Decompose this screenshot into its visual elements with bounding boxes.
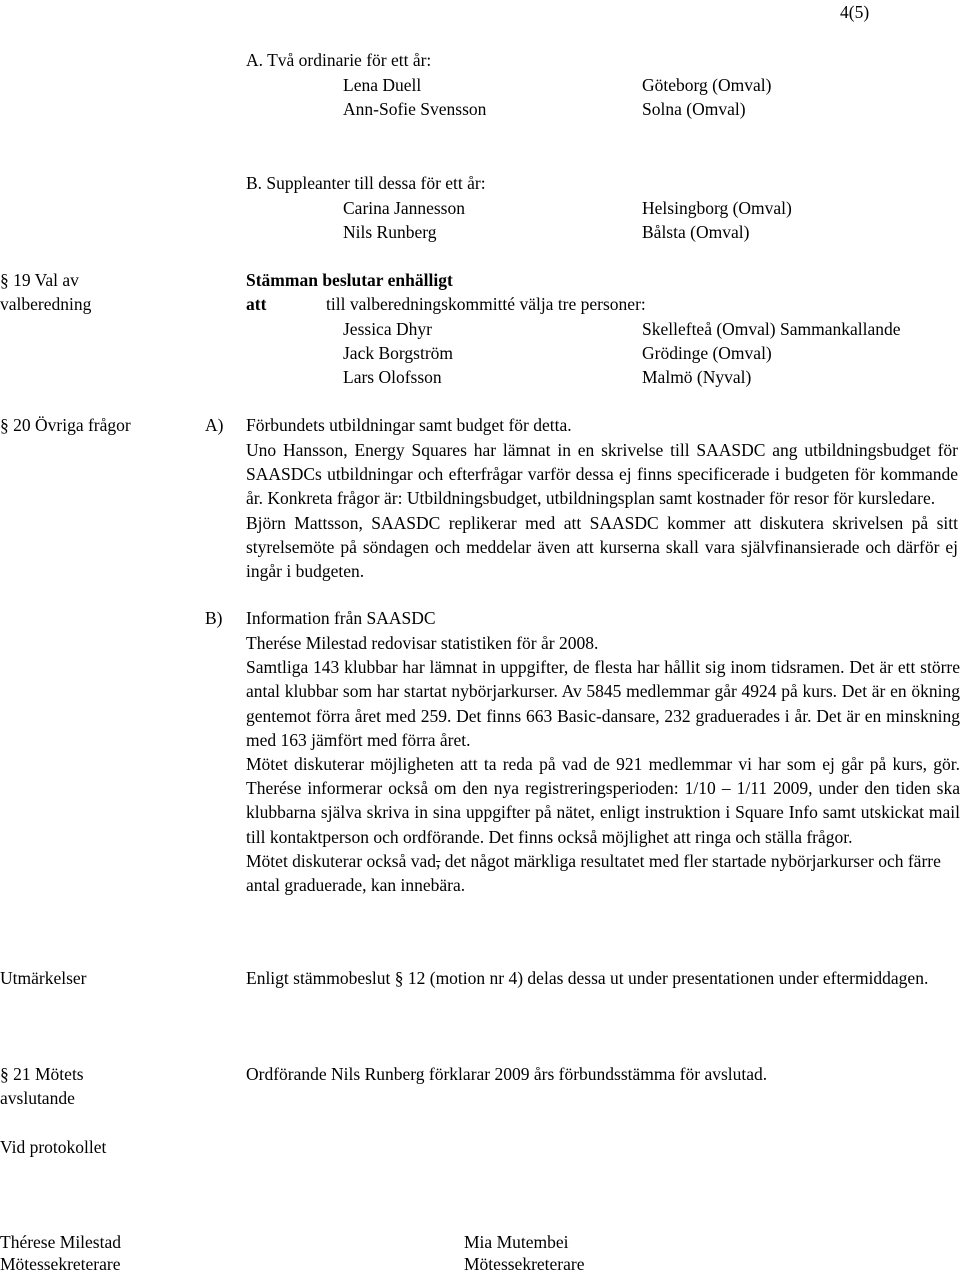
- valberedning-member-place: Skellefteå (Omval) Sammankallande: [642, 319, 901, 339]
- valberedning-member-name: Jessica Dhyr: [343, 319, 432, 339]
- signature-name: Mia Mutembei: [464, 1232, 569, 1252]
- signature-role: Mötessekreterare: [464, 1254, 585, 1274]
- item-b-paragraph: Samtliga 143 klubbar har lämnat in uppgifter, de flesta har hållit sig inom tidsramen. Det är ett större antal klubbar som har startat nybörjarkurser. Av 5845 medlemmar går 4924 på kurs. Det är en ökning gentemot förra året med 259. Det finns 663 Basic-dansare, 232 graduerades i år. Det är en minskning med 163 jämfört med förra året.: [246, 657, 960, 750]
- struck-comma: ,: [436, 850, 441, 871]
- suppleant-name: Carina Jannesson: [343, 198, 465, 218]
- valberedning-member-name: Jack Borgström: [343, 343, 454, 363]
- valberedning-member-name: Lars Olofsson: [343, 367, 442, 387]
- item-b-intro: Therése Milestad redovisar statistiken för år 2008.: [246, 633, 599, 653]
- item-a-paragraph: Uno Hansson, Energy Squares har lämnat in en skrivelse till SAASDC ang utbildningsbudget för SAASDCs utbildningar och efterfrågar varför dessa ej finns specificerade i budgeten för kommande år. Konkreta frågor är: Utbildningsbudget, utbildningsplan samt kostnader för resor för kursledare.: [246, 440, 958, 509]
- section-21-label: § 21 Mötets: [0, 1064, 84, 1084]
- section-19-att-text: till valberedningskommitté välja tre personer:: [326, 294, 646, 314]
- section-19-label: § 19 Val av: [0, 270, 79, 290]
- item-a-paragraph: Björn Mattsson, SAASDC replikerar med att SAASDC kommer att diskutera skrivelsen på sitt styrelsemöte på söndagen och meddelar även att kurserna skall vara självfinansierade och därför ej ingår i budgeten.: [246, 512, 958, 582]
- item-b-paragraph: Mötet diskuterar möjligheten att ta reda på vad de 921 medlemmar vi har som ej går på kurs, gör. Therése informerar också om den nya registreringsperioden: 1/10 – 1/11 2009, under den tiden ska klubbarna själva skriva in sina uppgifter på nätet, enligt instruktion i Square Info samt utskickat mail till kontaktperson och ordförande. Det finns också möjlighet att ringa och ställa frågor.: [246, 754, 960, 847]
- item-a-title: Förbundets utbildningar samt budget för detta.: [246, 415, 572, 435]
- section-20-label: § 20 Övriga frågor: [0, 415, 131, 435]
- item-b-body: [246, 631, 960, 897]
- suppleanter-heading: B. Suppleanter till dessa för ett år:: [246, 173, 486, 193]
- section-21-label-cont: avslutande: [0, 1088, 75, 1108]
- section-21-text: Ordförande Nils Runberg förklarar 2009 års förbundsstämma för avslutad.: [246, 1064, 768, 1084]
- item-b-text: det något märkliga resultatet med fler startade nybörjarkurser och färre antal graduerade, kan innebära.: [246, 850, 941, 896]
- signature-name: Thérese Milestad: [0, 1232, 121, 1252]
- utmarkelser-text: Enligt stämmobeslut § 12 (motion nr 4) delas dessa ut under presentationen under eftermiddagen.: [246, 968, 929, 988]
- closing-text: Vid protokollet: [0, 1137, 107, 1157]
- section-19-att: att: [246, 294, 267, 314]
- item-a-body: [246, 438, 958, 583]
- item-a-marker: A): [205, 415, 224, 435]
- valberedning-member-place: Grödinge (Omval): [642, 343, 772, 363]
- utmarkelser-label: Utmärkelser: [0, 968, 87, 988]
- ordinarie-member-name: Ann-Sofie Svensson: [343, 99, 487, 119]
- suppleant-place: Helsingborg (Omval): [642, 198, 792, 218]
- item-b-paragraph: [246, 849, 960, 897]
- item-b-title: Information från SAASDC: [246, 608, 436, 628]
- item-b-marker: B): [205, 608, 223, 628]
- ordinarie-heading: A. Två ordinarie för ett år:: [246, 50, 432, 70]
- page-number: 4(5): [840, 2, 870, 22]
- signature-role: Mötessekreterare: [0, 1254, 121, 1274]
- suppleant-place: Bålsta (Omval): [642, 222, 750, 242]
- ordinarie-member-place: Solna (Omval): [642, 99, 746, 119]
- suppleant-name: Nils Runberg: [343, 222, 437, 242]
- section-19-label-cont: valberedning: [0, 294, 92, 314]
- ordinarie-member-place: Göteborg (Omval): [642, 75, 772, 95]
- item-b-text: Mötet diskuterar också vad: [246, 850, 437, 871]
- ordinarie-member-name: Lena Duell: [343, 75, 422, 95]
- valberedning-member-place: Malmö (Nyval): [642, 367, 752, 387]
- section-19-decision: Stämman beslutar enhälligt: [246, 270, 453, 290]
